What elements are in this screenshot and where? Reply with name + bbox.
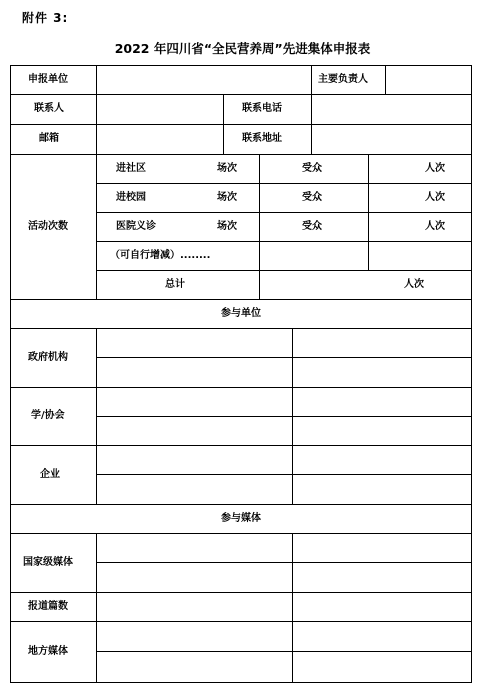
row-divider [10,94,472,95]
report-count-label: 报道篇数 [28,601,68,612]
audience-label: 受众 [302,221,322,232]
email-label: 邮箱 [39,133,59,144]
row-divider [10,504,472,505]
column-divider [259,154,260,299]
column-divider [368,154,369,270]
form-title: 2022 年四川省“全民营养周”先进集体申报表 [114,41,371,56]
contact-person-label: 联系人 [34,103,64,114]
column-divider [223,94,224,154]
row-divider [96,183,472,184]
column-divider [385,65,386,94]
audience-label: 受众 [302,192,322,203]
row-divider [10,592,472,593]
row-divider [96,416,472,417]
row-divider [10,533,472,534]
contact-address-label: 联系地址 [242,133,282,144]
row-divider [10,154,472,155]
government-label: 政府机构 [28,352,68,363]
times-unit: 人次 [425,221,445,232]
local-media-label: 地方媒体 [28,646,68,657]
column-divider [96,328,97,504]
column-divider [311,65,312,94]
column-divider [292,328,293,504]
row-divider [96,357,472,358]
row-divider [96,474,472,475]
row-divider [96,241,472,242]
activity-name: 进校园 [116,192,146,203]
national-media-label: 国家级媒体 [23,557,73,568]
main-leader-label: 主要负责人 [318,74,368,85]
contact-phone-label: 联系电话 [242,103,282,114]
row-divider [10,445,472,446]
column-divider [311,94,312,154]
column-divider [96,533,97,683]
audience-label: 受众 [302,163,322,174]
row-divider [10,124,472,125]
row-divider [10,387,472,388]
activity-name: 进社区 [116,163,146,174]
times-unit: 人次 [425,192,445,203]
association-label: 学/协会 [31,410,65,421]
attachment-label: 附件 3: [22,11,69,25]
sessions-unit: 场次 [217,221,237,232]
row-divider [10,299,472,300]
row-divider [96,562,472,563]
row-divider [10,621,472,622]
sessions-unit: 场次 [217,192,237,203]
activity-count-label: 活动次数 [28,221,68,232]
row-divider [96,651,472,652]
media-section-title: 参与媒体 [221,513,261,524]
activity-name: 医院义诊 [116,221,156,232]
row-divider [10,328,472,329]
applicant-unit-label: 申报单位 [28,74,68,85]
total-times-unit: 人次 [404,279,424,290]
units-section-title: 参与单位 [221,308,261,319]
column-divider [292,533,293,683]
enterprise-label: 企业 [40,469,60,480]
application-form-table [10,65,472,683]
extendable-note: （可自行增减）........ [110,250,211,261]
times-unit: 人次 [425,163,445,174]
column-divider [96,65,97,299]
row-divider [96,212,472,213]
row-divider [96,270,472,271]
total-label: 总计 [165,279,185,290]
sessions-unit: 场次 [217,163,237,174]
